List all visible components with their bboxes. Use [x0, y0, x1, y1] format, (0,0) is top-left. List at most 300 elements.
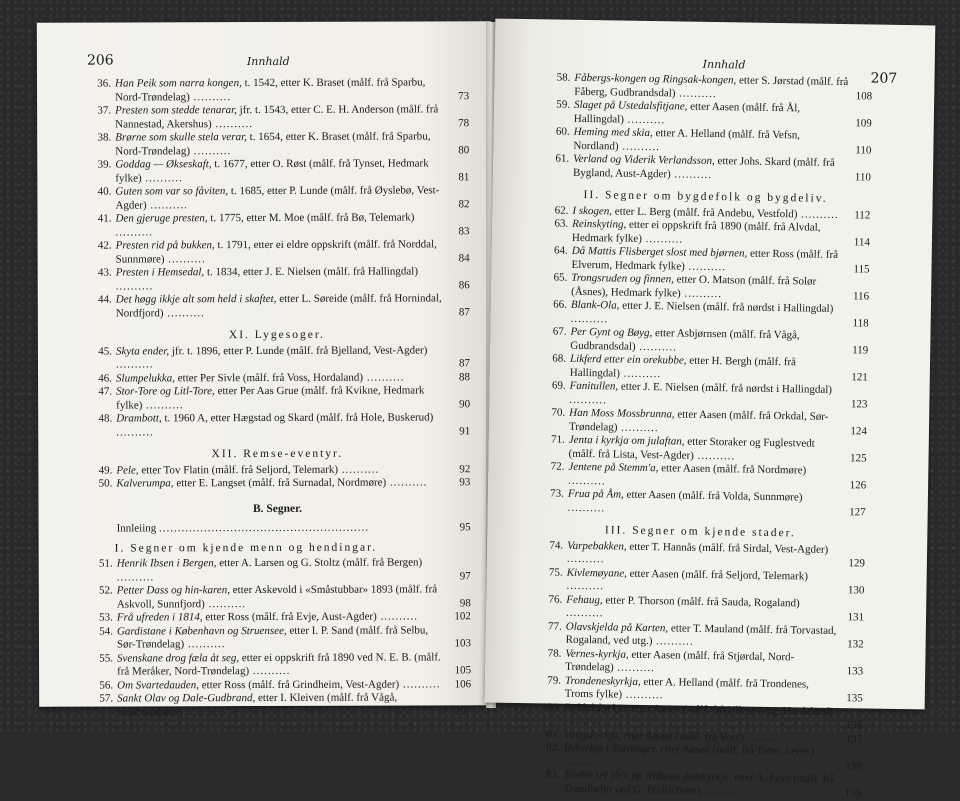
- entry-text: [571, 299, 845, 330]
- toc-entry: [84, 463, 470, 478]
- entry-details: etter T. Hannås (målf. frå Sirdal, Vest-Agder): [627, 540, 829, 555]
- entry-title: Presten i Hemsedal,: [116, 266, 205, 278]
- entry-details: etter Ross (målf. frå Elverum, Hedmark fylke): [571, 248, 838, 273]
- leader-dots: ..........: [619, 140, 660, 153]
- leader-dots: ..........: [622, 689, 663, 702]
- entry-title: Om Svartedauden,: [117, 679, 199, 691]
- toc-entry: [85, 583, 471, 611]
- entry-page: 125: [842, 452, 866, 466]
- entry-page: 138: [838, 760, 862, 774]
- entry-title: Fåbergs-kongen og Ringsak-kongen,: [574, 72, 736, 87]
- leader-dots: ..........: [569, 393, 607, 406]
- entry-number: 66.: [539, 298, 571, 312]
- entry-text: [572, 218, 846, 249]
- entry-details: jfr. t. 1896, etter P. Lunde (målf. frå Bjelland, Vest-Agder): [169, 344, 427, 357]
- entry-details: etter Aasen (målf. frå Ål, Hallingdal): [574, 101, 800, 126]
- entry-page: 118: [845, 317, 869, 331]
- entry-number: 59.: [542, 98, 574, 112]
- entry-details: etter O. Matson (målf. frå Solør (Åsnes), Hedmark fylke): [571, 273, 816, 299]
- entry-details: etter Asbjørnsen (målf. frå Vågå, Gudbrandsdal): [570, 327, 800, 352]
- entry-number: 80.: [532, 701, 564, 715]
- entry-text: [115, 76, 445, 104]
- entry-text: [566, 566, 840, 597]
- entry-details: etter ei oppskrift frå 1890 (målf. frå Alvdal, Hedmark fylke): [572, 219, 821, 245]
- entry-page: 81: [445, 171, 469, 185]
- entry-details: etter A. Helland (målf. frå Vefsn, Nordland): [573, 127, 800, 152]
- entry-page: 87: [446, 357, 470, 371]
- entry-title: Det høgg ikkje alt som held i skaftet,: [116, 293, 277, 306]
- entry-title: Trondeneskyrkja,: [565, 674, 641, 687]
- entry-details: etter A. Helland (målf. frå Trondenes, Troms fylke): [565, 675, 809, 700]
- entry-title: Frå ufreden i 1814,: [117, 611, 203, 623]
- entry-number: 54.: [85, 625, 117, 639]
- entry-number: 83.: [531, 768, 563, 782]
- entry-text: [574, 72, 848, 103]
- entry-number: 36.: [83, 78, 115, 92]
- entry-text: [573, 153, 847, 184]
- entry-page: 91: [446, 425, 470, 439]
- entry-text: [573, 126, 847, 157]
- entry-page: 123: [843, 398, 867, 412]
- leader-dots: ..........: [205, 598, 246, 610]
- entry-number: 67.: [538, 325, 570, 339]
- leader-dots: ..........: [147, 199, 188, 211]
- entry-text: [568, 461, 842, 492]
- entry-text: [569, 407, 843, 438]
- leader-dots: ..........: [797, 208, 838, 221]
- entry-page: 121: [844, 371, 868, 385]
- entry-text: [564, 742, 838, 773]
- toc-entry: [84, 265, 470, 293]
- leader-dots: ..........: [212, 118, 253, 130]
- entry-details: t. 1775, etter M. Moe (målf. frå Bø, Telemark): [208, 211, 415, 224]
- entry-page: 103: [447, 637, 471, 651]
- toc-entry: [83, 211, 469, 239]
- entry-details: etter Aasen (målf. frå Stjørdal, Nord-Trøndelag): [565, 648, 794, 673]
- toc-entry: [85, 521, 471, 536]
- toc-entry: [84, 411, 470, 439]
- entry-text: [116, 371, 446, 386]
- entry-number: 41.: [83, 213, 115, 227]
- entry-page: 92: [446, 463, 470, 477]
- leader-dots: ..........: [617, 421, 658, 434]
- entry-number: 48.: [84, 413, 116, 427]
- entry-title: Presten som stedde tenarar,: [115, 104, 237, 116]
- entry-title: Guten som var so fåviten,: [115, 185, 228, 197]
- entry-details: etter Per Aas Grue (målf. frå Kvikne, Hedmark fylke): [116, 384, 424, 411]
- entry-details: t. 1960 A, etter Hægstad og Skard (målf. frå Hole, Buskerud): [162, 411, 434, 424]
- leader-dots: ..........: [671, 168, 712, 181]
- entry-title: Kivlemøyane,: [567, 566, 627, 579]
- leader-dots: ..........: [116, 358, 154, 370]
- entry-page: 106: [447, 678, 471, 692]
- entry-page: 110: [847, 171, 871, 185]
- toc-entry: [85, 651, 471, 679]
- entry-page: 80: [445, 144, 469, 158]
- entry-text: [565, 647, 839, 678]
- entry-text: [115, 130, 445, 158]
- entry-page: 115: [845, 263, 869, 277]
- toc-group: [84, 463, 470, 491]
- entry-number: 68.: [538, 352, 570, 366]
- leader-dots: ..........: [363, 371, 404, 383]
- entry-details: etter P. Thorson (målf. frå Sauda, Rogaland): [603, 594, 800, 609]
- toc-entry: [85, 691, 471, 719]
- entry-text: [117, 691, 447, 719]
- entry-details: etter Aasen (målf. frå Time, Jæren): [658, 743, 815, 757]
- entry-details: t. 1791, etter ei eldre oppskrift (målf. frå Norddal, Sunnmøre): [116, 238, 437, 265]
- entry-text: [568, 434, 842, 465]
- entry-title: Per Gynt og Bøyg,: [570, 326, 652, 339]
- leader-dots: ..........: [744, 731, 785, 744]
- toc-group: [83, 76, 470, 320]
- entry-number: 55.: [85, 652, 117, 666]
- entry-text: [571, 272, 845, 303]
- entry-details: etter A. Larsen og G. Stoltz (målf. frå Bergen): [216, 556, 422, 569]
- entry-page: 84: [446, 252, 470, 266]
- entry-number: 70.: [537, 406, 569, 420]
- entry-details: etter Aasen (målf. frå Seljord, Telemark): [627, 567, 808, 582]
- entry-number: 71.: [537, 433, 569, 447]
- entry-page: 78: [445, 117, 469, 131]
- page-number: 206: [87, 53, 114, 69]
- entry-title: Skyta ender,: [116, 345, 169, 357]
- entry-title: Svenskane drog fæla åt seg,: [117, 652, 239, 664]
- entry-page: 90: [446, 398, 470, 412]
- leader-dots: ..........: [652, 635, 693, 648]
- leader-dots: ..........: [567, 553, 605, 566]
- entry-text: [567, 539, 841, 570]
- entry-number: 76.: [534, 593, 566, 607]
- entry-page: 139: [837, 787, 861, 801]
- entry-number: 45.: [84, 345, 116, 359]
- entry-text: [116, 411, 446, 439]
- entry-details: etter Aasen (målf. frå Voss): [621, 729, 744, 743]
- entry-text: [116, 384, 446, 412]
- entry-number: 69.: [538, 379, 570, 393]
- entry-number: 44.: [84, 294, 116, 308]
- leader-dots: ..........: [571, 312, 609, 325]
- leader-dots: ..........: [564, 755, 602, 768]
- toc-entry: [85, 610, 471, 625]
- entry-text: [566, 593, 840, 624]
- entry-page: 87: [446, 306, 470, 320]
- section-heading: II. Segner om bygdefolk og bygdeliv.: [541, 188, 871, 207]
- entry-page: 105: [447, 664, 471, 678]
- entry-details: etter Askevold i «Småstubbar» 1893 (målf. frå Askvoll, Sunnfjord): [117, 583, 437, 610]
- leader-dots: ..........: [165, 253, 206, 265]
- entry-page: 98: [447, 597, 471, 611]
- entry-page: 73: [445, 90, 469, 104]
- entry-number: 52.: [85, 585, 117, 599]
- toc-body: [531, 71, 872, 800]
- entry-page: 112: [846, 209, 870, 223]
- left-page: [37, 21, 493, 707]
- entry-number: 39.: [83, 159, 115, 173]
- entry-title: Verland og Viderik Verlandsson,: [573, 153, 715, 167]
- entry-details: etter Johs. Skard (målf. frå Bygland, Aust-Agder): [573, 155, 835, 180]
- entry-title: Stor-Tore og Litl-Tore,: [116, 385, 215, 397]
- entry-page: 102: [447, 610, 471, 624]
- entry-page: 130: [840, 584, 864, 598]
- leader-dots: ..........: [694, 449, 735, 462]
- entry-page: 133: [839, 665, 863, 679]
- entry-title: Frua på Åm,: [568, 488, 624, 501]
- entry-number: 46.: [84, 372, 116, 386]
- entry-title: Trongsruden og finnen,: [571, 272, 674, 286]
- entry-details: etter Per Sivle (målf. frå Voss, Hordaland): [175, 371, 363, 384]
- entry-text: [117, 556, 447, 584]
- entry-number: 75.: [535, 566, 567, 580]
- leader-dots: ..........: [116, 426, 154, 438]
- entry-title: Røldalskyrkja,: [564, 701, 628, 714]
- entry-title: Fehaug,: [566, 593, 603, 606]
- entry-title: Varpebakken,: [567, 539, 627, 552]
- entry-details: etter S. Jørstad (målf. frå Fåberg, Gudbrandsdal): [574, 74, 848, 99]
- entry-title: Petter Dass og hin-karen,: [117, 584, 230, 596]
- entry-details: etter Aasen (målf. frå Nordmøre): [658, 462, 806, 476]
- leader-dots: ..........: [117, 571, 155, 583]
- entry-title: Då Mattis Flisberget slost med bjørnen,: [572, 245, 748, 260]
- toc-entry: [84, 344, 470, 372]
- entry-number: 65.: [539, 271, 571, 285]
- entry-page: 114: [846, 236, 870, 250]
- leader-dots: ..........: [564, 715, 602, 728]
- entry-page: 129: [841, 557, 865, 571]
- entry-text: [117, 678, 447, 693]
- entry-title: Innleiing: [117, 522, 157, 534]
- running-head: Innhald: [703, 58, 746, 72]
- toc-entry: [85, 624, 471, 652]
- entry-number: 40.: [83, 186, 115, 200]
- entry-page: 116: [845, 290, 869, 304]
- entry-title: Drambott,: [116, 412, 162, 424]
- entry-text: [563, 769, 837, 800]
- entry-text: [115, 211, 445, 239]
- entry-title: Slumpelukka,: [116, 372, 175, 384]
- entry-number: 74.: [535, 539, 567, 553]
- toc-entry: [85, 678, 471, 693]
- entry-page: 82: [445, 198, 469, 212]
- entry-title: Presten rid på bukken,: [116, 239, 215, 251]
- entry-text: [117, 651, 447, 679]
- entry-title: Bykyrkja i Stavanger,: [564, 742, 658, 755]
- leader-dots: ..........: [568, 474, 606, 487]
- toc-entry: [531, 768, 861, 800]
- entry-details: etter Ross (målf. frå Grindheim, Vest-Agder): [199, 678, 399, 691]
- entry-details: etter Aasen (målf. frå Orkdal, Sør-Trøndelag): [569, 408, 829, 433]
- entry-text: [569, 380, 843, 411]
- entry-page: 93: [446, 476, 470, 490]
- toc-entry: [84, 238, 470, 266]
- entry-title: Olavskjelda på Karten,: [566, 620, 669, 634]
- entry-page: 97: [447, 570, 471, 584]
- entry-text: [570, 353, 844, 384]
- entry-number: 61.: [541, 152, 573, 166]
- entry-title: Trollet set tårn på Nidaros domkyrkje,: [563, 769, 731, 784]
- toc-entry: [85, 556, 471, 584]
- leader-dots: ..........: [620, 367, 661, 380]
- toc-entry: [536, 487, 866, 519]
- entry-text: [116, 292, 446, 320]
- entry-text: [115, 184, 445, 212]
- entry-page: 88: [446, 371, 470, 385]
- leader-dots: ..........: [163, 307, 204, 319]
- toc-group: [536, 204, 871, 520]
- toc-entry: [83, 184, 469, 212]
- right-page: [485, 19, 936, 710]
- entry-details: jfr. t. 1543, etter C. E. H. Anderson (målf. frå Nannestad, Akershus): [115, 103, 438, 130]
- entry-details: etter Storaker og Fuglestvedt (målf. frå Lista, Vest-Agder): [568, 436, 814, 462]
- entry-text: [115, 103, 445, 131]
- entry-text: [571, 245, 845, 276]
- entry-details: t. 1677, etter O. Røst (målf. frå Tynset, Hedmark fylke): [115, 157, 428, 184]
- entry-details: etter J. E. Nielsen (målf. frå nørdst i Hallingdal): [618, 381, 832, 396]
- entry-number: 73.: [536, 487, 568, 501]
- leader-dots: ..........: [183, 706, 224, 718]
- entry-title: Brørne som skulle stela verar,: [115, 131, 247, 143]
- section-heading: XI. Lygesoger.: [84, 328, 470, 343]
- toc-entry: [84, 292, 470, 320]
- entry-number: 63.: [540, 217, 572, 231]
- leader-dots: ..........: [568, 501, 606, 514]
- entry-title: Han Moss Mossbrunna,: [569, 407, 675, 421]
- entry-details: etter Aasen (målf. frå Ullensvang, Hordaland): [628, 702, 833, 717]
- entry-page: 86: [446, 279, 470, 293]
- entry-details: etter A. Faye (målf. frå Trondheim ved G. Fridrichsen): [563, 771, 835, 796]
- entry-details: etter Tov Flatin (målf. frå Seljord, Telemark): [139, 463, 338, 476]
- entry-title: Den gjeruge presten,: [115, 212, 207, 224]
- entry-number: 47.: [84, 386, 116, 400]
- leader-dots: ..........: [685, 260, 726, 273]
- entry-text: [116, 463, 446, 478]
- toc-group: [541, 71, 873, 184]
- leader-dots: ..........: [190, 91, 231, 103]
- entry-text: [116, 476, 446, 491]
- entry-text: [116, 265, 446, 293]
- entry-title: Pele,: [116, 464, 138, 476]
- entry-number: 56.: [85, 679, 117, 693]
- entry-number: 37.: [83, 105, 115, 119]
- entry-title: Sankt Olav og Dale-Gudbrand,: [117, 692, 255, 704]
- entry-details: etter Aasen (målf. frå Volda, Sunnmøre): [624, 489, 803, 504]
- entry-text: Innleiing ........................................................: [117, 521, 447, 536]
- entry-text: [117, 624, 447, 652]
- leader-dots: ..........: [700, 784, 741, 797]
- entry-number: 53.: [85, 612, 117, 626]
- entry-number: 50.: [84, 478, 116, 492]
- entry-number: 79.: [533, 674, 565, 688]
- entry-text: [574, 99, 848, 130]
- entry-title: Heming med skia,: [574, 126, 653, 139]
- running-head: Innhald: [247, 55, 290, 68]
- leader-dots: ..........: [675, 87, 716, 100]
- toc-entry: [83, 157, 469, 185]
- entry-text: [568, 488, 842, 519]
- leader-dots: ..........: [566, 580, 604, 593]
- entry-text: [565, 674, 839, 705]
- leader-dots: ..........: [614, 662, 655, 675]
- entry-number: 72.: [536, 460, 568, 474]
- entry-number: 77.: [534, 620, 566, 634]
- entry-number: 60.: [542, 125, 574, 139]
- entry-title: Blank-Ola,: [571, 299, 620, 312]
- entry-page: 137: [838, 733, 862, 747]
- entry-title: Jentene på Stemm'a,: [568, 461, 658, 474]
- entry-title: Reinskyting,: [572, 218, 626, 231]
- entry-title: Fanitullen,: [570, 380, 619, 393]
- toc-group: [85, 556, 472, 719]
- toc-entry: [83, 76, 469, 104]
- leader-dots: ..........: [142, 172, 183, 184]
- leader-dots: ..........: [681, 287, 722, 300]
- leader-dots: ..........: [624, 113, 665, 126]
- entry-text: [115, 157, 445, 185]
- entry-details: etter J. E. Nielsen (målf. frå nørdst i Hallingdal): [619, 300, 833, 315]
- entry-details: t. 1542, etter K. Braset (målf. frå Sparbu, Nord-Trøndelag): [115, 76, 425, 103]
- leader-dots: ..........: [636, 340, 677, 353]
- entry-details: etter E. Langset (målf. frå Surnadal, Nordmøre): [174, 477, 387, 490]
- entry-number: 81.: [532, 728, 564, 742]
- toc-entry: [83, 103, 469, 131]
- entry-title: Likferd etter ein orekubbe,: [570, 353, 687, 367]
- toc-group: [84, 344, 470, 440]
- leader-dots: ..........: [184, 638, 225, 650]
- entry-page: 107: [447, 705, 471, 719]
- entry-number: 64.: [540, 244, 572, 258]
- entry-title: Jenta i kyrkja om julaftan,: [569, 434, 685, 448]
- entry-page: 131: [840, 611, 864, 625]
- leader-dots: ..........: [338, 463, 379, 475]
- entry-page: 119: [844, 344, 868, 358]
- part-heading: B. Segner.: [84, 502, 470, 517]
- entry-details: t. 1654, etter K. Braset (målf. frå Sparbu, Nord-Trøndelag): [115, 130, 430, 157]
- leader-dots: ..........: [249, 665, 290, 677]
- entry-number: 82.: [532, 741, 564, 755]
- leader-dots: ..........: [566, 607, 604, 620]
- section-heading: I. Segner om kjende menn og hendingar.: [85, 541, 471, 556]
- entry-text: [117, 583, 447, 611]
- toc-group: [531, 539, 865, 801]
- entry-number: 62.: [540, 204, 572, 218]
- entry-title: Han Peik som narra kongen,: [115, 77, 242, 89]
- toc-entry: [84, 476, 470, 491]
- leader-dots: ..........: [377, 610, 418, 622]
- leader-dots: ..........: [116, 280, 154, 292]
- entry-page: 126: [842, 479, 866, 493]
- entry-number: 42.: [84, 240, 116, 254]
- entry-page: 108: [848, 90, 872, 104]
- section-heading: XII. Remse-eventyr.: [84, 447, 470, 462]
- entry-page: 135: [839, 692, 863, 706]
- toc-entry: [541, 152, 871, 184]
- entry-title: Slaget på Ustedalsfitjane,: [574, 99, 688, 113]
- entry-details: etter ei oppskrift frå 1890 ved N. E. B. (målf. frå Meråker, Nord-Trøndelag): [117, 651, 441, 678]
- entry-title: Gardistane i København og Struensee,: [117, 624, 287, 637]
- entry-details: etter L. Berg (målf. frå Andebu, Vestfold): [612, 205, 797, 220]
- entry-details: etter I. Kleiven (målf. frå Vågå, Gudbrandsdal): [117, 692, 397, 718]
- entry-page: 136: [838, 719, 862, 733]
- leader-dots: ..........: [399, 678, 440, 690]
- toc-body: [83, 76, 471, 719]
- entry-number: 57.: [85, 693, 117, 707]
- entry-number: 43.: [84, 267, 116, 281]
- entry-title: Goddag — Økseskaft,: [115, 158, 211, 170]
- entry-title: Kalverumpa,: [116, 477, 173, 489]
- leader-dots: ..........: [386, 476, 427, 488]
- leader-dots: ..........: [642, 232, 683, 245]
- entry-details: etter I. P. Sand (målf. frå Selbu, Sør-Trøndelag): [117, 624, 428, 651]
